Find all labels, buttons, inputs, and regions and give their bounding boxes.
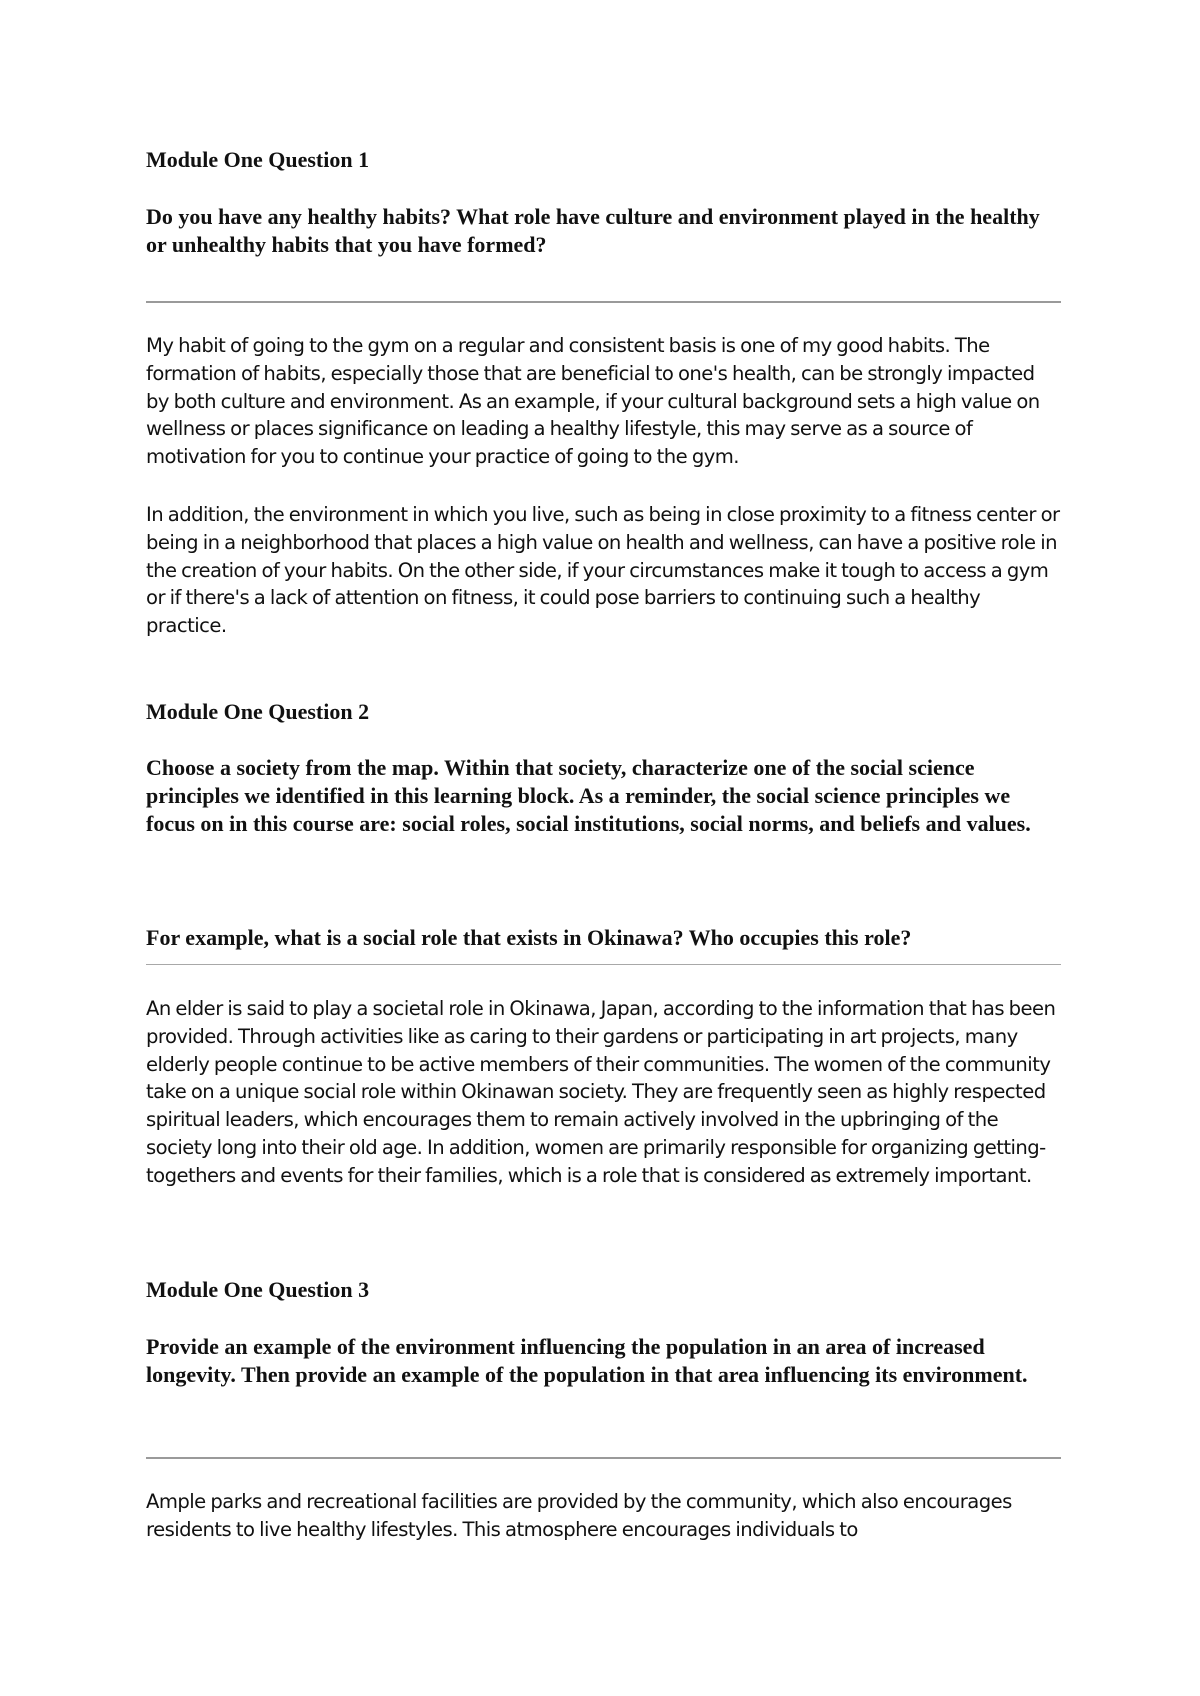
section-3-question: Provide an example of the environment influencing the population in an area of increased longevity. Then provide an example of the population in that area influencing its environment.: [146, 1334, 1028, 1387]
section-3-heading: Module One Question 3: [146, 1277, 370, 1302]
section-3-answer-paragraph-1: Ample parks and recreational facilities are provided by the community, which also encourages residents to live healthy lifestyles. This atmosphere encourages individuals to: [146, 1490, 1012, 1541]
section-3-divider: [146, 1457, 1061, 1459]
section-2-divider: [146, 964, 1061, 965]
section-1-question: Do you have any healthy habits? What role have culture and environment played in the healthy or unhealthy habits that you have formed?: [146, 204, 1040, 257]
section-2-question: Choose a society from the map. Within that society, characterize one of the social science principles we identified in this learning block. As a reminder, the social science principles we focus on in this course are: social roles, social institutions, social norms, and beliefs and values.: [146, 755, 1031, 836]
section-1-heading: Module One Question 1: [146, 147, 370, 172]
section-1-answer-paragraph-1: My habit of going to the gym on a regular and consistent basis is one of my good habits. The formation of habits, especially those that are beneficial to one's health, can be strongly impacted by both culture and environment. As an example, if your cultural background sets a high value on wellness or places significance on leading a healthy lifestyle, this may serve as a source of motivation for you to continue your practice of going to the gym.: [146, 334, 1040, 469]
section-1-answer-paragraph-2: In addition, the environment in which you live, such as being in close proximity to a fitness center or being in a neighborhood that places a high value on health and wellness, can have a positive role in the creation of your habits. On the other side, if your circumstances make it tough to access a gym or if there's a lack of attention on fitness, it could pose barriers to continuing such a healthy practice.: [146, 503, 1060, 638]
section-1-divider: [146, 301, 1061, 303]
section-2-question-followup: For example, what is a social role that exists in Okinawa? Who occupies this role?: [146, 925, 912, 950]
section-2-answer-paragraph-1: An elder is said to play a societal role in Okinawa, Japan, according to the information that has been provided. Through activities like as caring to their gardens or participating in art projects, many elderly people continue to be active members of their communities. The women of the community take on a unique social role within Okinawan society. They are frequently seen as highly respected spiritual leaders, which encourages them to remain actively involved in the upbringing of the society long into their old age. In addition, women are primarily responsible for organizing getting-togethers and events for their families, which is a role that is considered as extremely important.: [146, 997, 1056, 1187]
section-2-heading: Module One Question 2: [146, 699, 370, 724]
